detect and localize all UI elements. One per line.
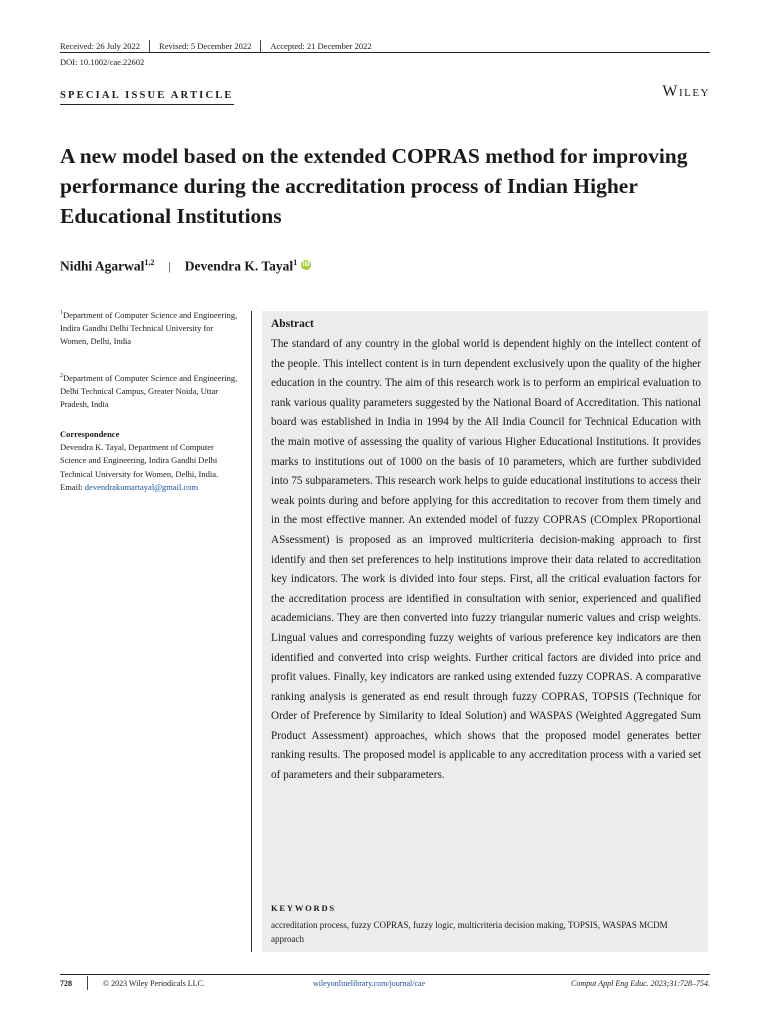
author-1-affil: 1,2 xyxy=(144,258,155,267)
abstract-heading: Abstract xyxy=(271,318,314,330)
email-label: Email: xyxy=(60,481,85,492)
author-1[interactable]: Nidhi Agarwal$^{1,2}$ xyxy=(60,258,155,274)
received-date: Received: 26 July 2022 xyxy=(60,40,141,51)
article-type: SPECIAL ISSUE ARTICLE xyxy=(60,90,234,105)
accepted-date: Accepted: 21 December 2022 xyxy=(260,40,380,53)
footer-separator xyxy=(87,976,88,990)
journal-url[interactable]: wileyonlinelibrary.com/journal/cae xyxy=(313,979,426,988)
author-list xyxy=(60,258,311,275)
publisher-logo: Wiley xyxy=(662,83,710,100)
author-separator: | xyxy=(168,258,171,273)
author-2[interactable]: Devendra K. Tayal$^1$ xyxy=(184,258,298,274)
article-title: A new model based on the extended COPRAS method for improving performance during the accreditation process of Indian Higher Educational Institutions xyxy=(60,144,688,228)
correspondence-heading: Correspondence xyxy=(60,429,120,439)
page-number: 728 xyxy=(60,979,72,988)
column-divider xyxy=(251,311,252,952)
affiliation-1: $^1$Department of Computer Science and Engineering, Indira Gandhi Delhi Technical University for Women, Delhi, India xyxy=(60,309,238,347)
affiliation-2: $^2$Department of Computer Science and Engineering, Delhi Technical Campus, Greater Noida, Uttar Pradesh, India xyxy=(60,372,238,410)
correspondence-text: Devendra K. Tayal, Department of Computer Science and Engineering, Indira Gandhi Delhi Technical University for Women, Delhi, India. xyxy=(60,442,219,479)
copyright: © 2023 Wiley Periodicals LLC. xyxy=(103,979,205,988)
footer-rule xyxy=(60,974,710,975)
orcid-icon[interactable]: iD xyxy=(302,261,310,269)
author-2-affil: 1 xyxy=(293,258,298,267)
citation: Comput Appl Eng Educ. 2023;31:728–754. xyxy=(571,979,710,988)
revised-date: Revised: 5 December 2022 xyxy=(149,40,260,53)
doi[interactable]: DOI: 10.1002/cae.22602 xyxy=(60,57,145,67)
keywords-text: accreditation process, fuzzy COPRAS, fuzzy logic, multicriteria decision making, TOPSIS, WASPAS MCDM approach xyxy=(271,920,668,944)
correspondence xyxy=(60,428,240,494)
abstract-text: The standard of any country in the global world is dependent highly on the intellect content of the people. This intellect content is in turn dependent exclusively upon the quality of the higher education in the country. The aim of this research work is to perform an empirical evaluation to rank various quality parameters suggested by the National Board of Accreditation. This national board was established in India in 1994 by the All India Council for Technical Education with the main motive of assessing the quality of various Higher Educational Institutions. It provides marks to institutions out of 1000 on the basis of 10 parameters, which are further subdivided into 75 subparameters. This research work helps to guide educational institutions to access their weak points during and before applying for this accreditation to recover from them timely and in the most effective manner. An extended model of fuzzy COPRAS (COmplex PRoportional ASsessment) is proposed as an improved multicriteria decision-making approach to first identify and then set preferences to help institutions improve their data related to accreditation key indicators. The work is divided into four steps. First, all the critical evaluation factors for the accreditation process are identified in consultation with senior, experienced and qualified academicians. They are then converted into fuzzy triangular numeric values and crisp weights. Lingual values and corresponding fuzzy weights of various preference key indicators are then identified and converted into crisp weights. Further critical factors are divided into price and profit values. Finally, key indicators are ranked using extended fuzzy COPRAS. A comparative ranking analysis is generated as end result through fuzzy COPRAS, TOPSIS (Technique for Order of Preference by Similarity to Ideal Solution) and WASPAS (Weighted Aggregated Sum Product Assessment) approaches, which shows that the proposed model generates better ranking results. The proposed model is applicable to any accreditation process with a varied set of parameters and their subparameters. xyxy=(271,338,701,782)
header-rule xyxy=(60,52,710,53)
email-link[interactable]: devendrakumartayal@gmail.com xyxy=(84,481,199,492)
keywords-heading: KEYWORDS xyxy=(271,903,336,913)
